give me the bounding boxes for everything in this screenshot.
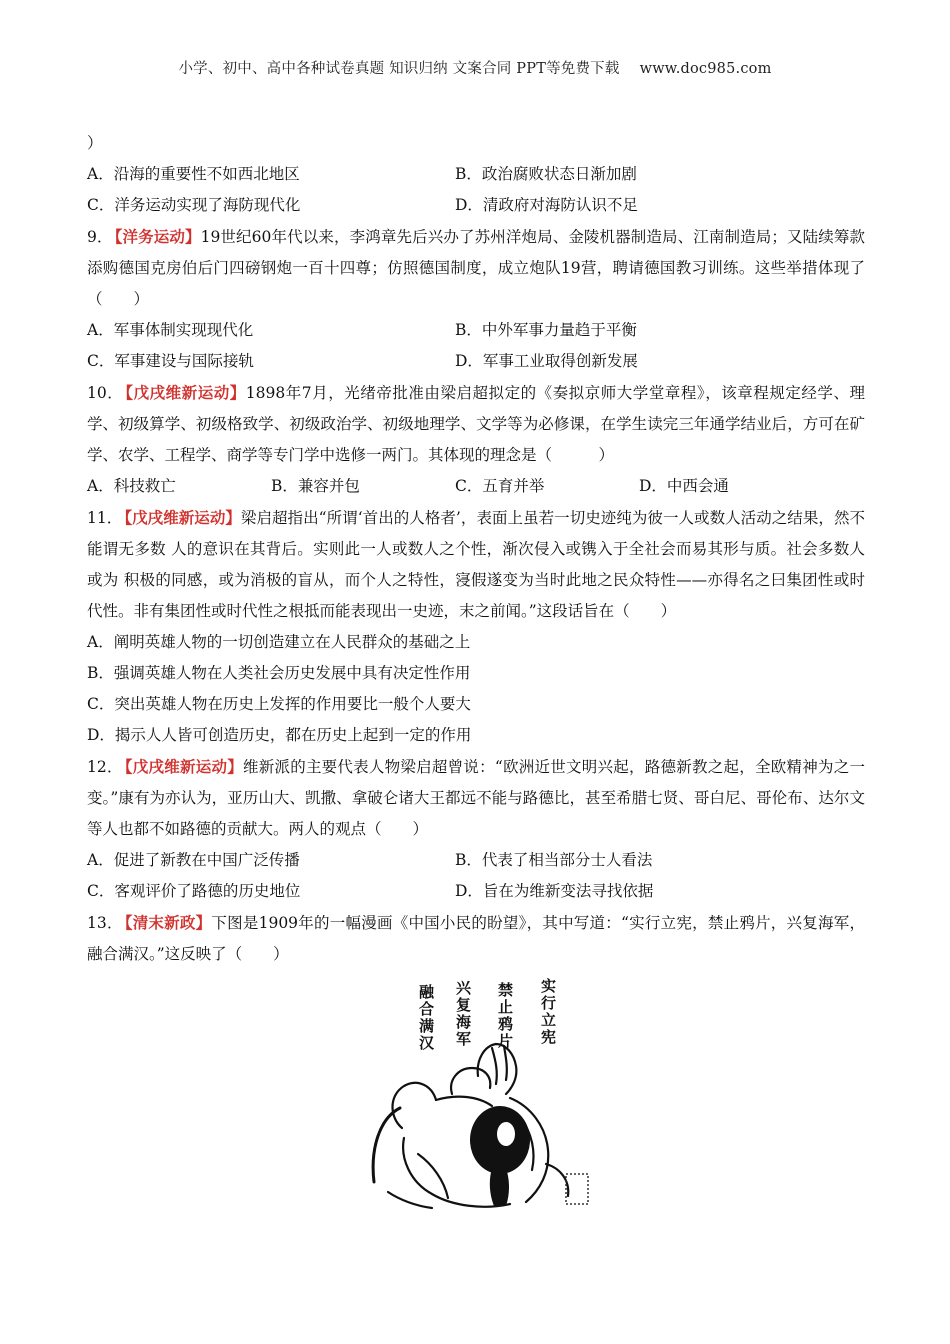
- q8-options-row-2: [87, 190, 865, 221]
- cartoon-caption-col2: 兴复海军: [454, 980, 472, 1048]
- q12-number: 12．: [87, 758, 123, 776]
- question-9: [87, 221, 865, 315]
- q12-option-b[interactable]: B．代表了相当部分士人看法: [455, 851, 653, 869]
- q10-option-d[interactable]: D．中西会通: [639, 477, 729, 495]
- q10-options-row: [87, 471, 865, 502]
- q12-stem: 维新派的主要代表人物梁启超曾说：“欧洲近世文明兴起，路德新教之起，全欧精神为之一变。”康有为亦认为，亚历山大、凯撒、拿破仑诸大王都远不能与路德比，甚至希腊七贤、哥白尼、哥伦布、达尔文等人也都不如路德的贡献大。两人的观点（ ）: [87, 758, 865, 838]
- q12-options-row-2: [87, 876, 865, 907]
- q10-stem: 1898年7月，光绪帝批准由梁启超拟定的《奏拟京师大学堂章程》，该章程规定经学、理学、初级算学、初级格致学、初级政治学、初级地理学、文学等为必修课，在学生读完三年通学结业后，方可在矿学、农学、工程学、商学等专门学中选修一两门。其体现的理念是（ ）: [87, 384, 865, 464]
- q11-option-d[interactable]: D．揭示人人皆可创造历史，都在历史上起到一定的作用: [87, 726, 472, 744]
- q9-stem: 19世纪60年代以来，李鸿章先后兴办了苏州洋炮局、金陵机器制造局、江南制造局；又陆续筹款添购德国克房伯后门四磅钢炮一百十四尊；仿照德国制度，成立炮队19营，聘请德国教习训练。这些举措体现了（ ）: [87, 228, 865, 308]
- q8-option-c[interactable]: C．洋务运动实现了海防现代化: [87, 196, 301, 214]
- q13-number: 13．: [87, 914, 123, 932]
- cartoon-queue-braid: [490, 1168, 509, 1206]
- q9-options-row-2: [87, 346, 865, 377]
- q9-option-b[interactable]: B．中外军事力量趋于平衡: [455, 321, 637, 339]
- q8-tail: ）: [87, 134, 103, 152]
- q10-option-c[interactable]: C．五育并举: [455, 477, 545, 495]
- q10-topic-tag: 【戊戌维新运动】: [125, 383, 246, 402]
- q9-option-d[interactable]: D．军事工业取得创新发展: [455, 352, 638, 370]
- q10-option-b[interactable]: B．兼容并包: [271, 477, 360, 495]
- cartoon-caption-col4: 实行立宪: [539, 978, 557, 1046]
- q10-number: 10．: [87, 384, 124, 402]
- header-url[interactable]: www.doc985.com: [639, 61, 772, 77]
- q11-option-b[interactable]: B．强调英雄人物在人类社会历史发展中具有决定性作用: [87, 664, 471, 682]
- cartoon-head-highlight: [497, 1122, 515, 1146]
- q11-option-c[interactable]: C．突出英雄人物在历史上发挥的作用要比一般个人要大: [87, 695, 471, 713]
- exam-content: [87, 128, 865, 970]
- cartoon-caption-col3: 禁止鸦片: [496, 982, 514, 1050]
- q8-option-a[interactable]: A．沿海的重要性不如西北地区: [87, 165, 300, 183]
- question-10: [87, 377, 865, 471]
- question-12: [87, 751, 865, 845]
- q13-topic-tag: 【清末新政】: [124, 913, 212, 932]
- q9-options-row-1: [87, 315, 865, 346]
- q8-option-b[interactable]: B．政治腐败状态日渐加剧: [455, 165, 637, 183]
- question-11: [87, 502, 865, 627]
- q12-topic-tag: 【戊戌维新运动】: [124, 757, 243, 776]
- q9-option-a[interactable]: A．军事体制实现现代化: [87, 321, 254, 339]
- q12-option-c[interactable]: C．客观评价了路德的历史地位: [87, 882, 301, 900]
- header-text: 小学、初中、高中各种试卷真题 知识归纳 文案合同 PPT等免费下载: [178, 61, 620, 77]
- q9-option-c[interactable]: C．军事建设与国际接轨: [87, 352, 254, 370]
- q11-option-a[interactable]: A．阐明英雄人物的一切创造建立在人民群众的基础之上: [87, 633, 471, 651]
- q12-option-a[interactable]: A．促进了新教在中国广泛传播: [87, 851, 300, 869]
- cartoon-figure: [360, 968, 598, 1218]
- q13-stem: 下图是1909年的一幅漫画《中国小民的盼望》，其中写道：“实行立宪，禁止鸦片，兴复海军，融合满汉。”这反映了（ ）: [87, 914, 865, 963]
- cartoon-caption-col1: 融合满汉: [417, 984, 435, 1052]
- q9-number: 9．: [87, 228, 113, 246]
- q11-topic-tag: 【戊戌维新运动】: [124, 508, 241, 527]
- q9-topic-tag: 【洋务运动】: [114, 227, 201, 246]
- q12-option-d[interactable]: D．旨在为维新变法寻找依据: [455, 882, 654, 900]
- q10-option-a[interactable]: A．科技救亡: [87, 477, 176, 495]
- q8-options-row-1: [87, 159, 865, 190]
- q11-number: 11．: [87, 509, 123, 527]
- question-13: [87, 907, 865, 970]
- q11-stem: 梁启超指出“所谓‘首出的人格者’，表面上虽若一切史迹纯为彼一人或数人活动之结果，然不能谓无多数 人的意识在其背后。实则此一人或数人之个性，渐次侵入或镌入于全社会而易其形与质。社会多数人或为 积极的同感，或为消极的盲从，而个人之特性，寖假遂变为当时此地之民众特性——亦得名之曰集团性或时代性。非有集团性或时代性之根抵而能表现出一史迹，末之前闻。”这段话旨在（ ）: [87, 509, 865, 620]
- page-header: [0, 57, 950, 78]
- q12-options-row-1: [87, 845, 865, 876]
- q8-option-d[interactable]: D．清政府对海防认识不足: [455, 196, 638, 214]
